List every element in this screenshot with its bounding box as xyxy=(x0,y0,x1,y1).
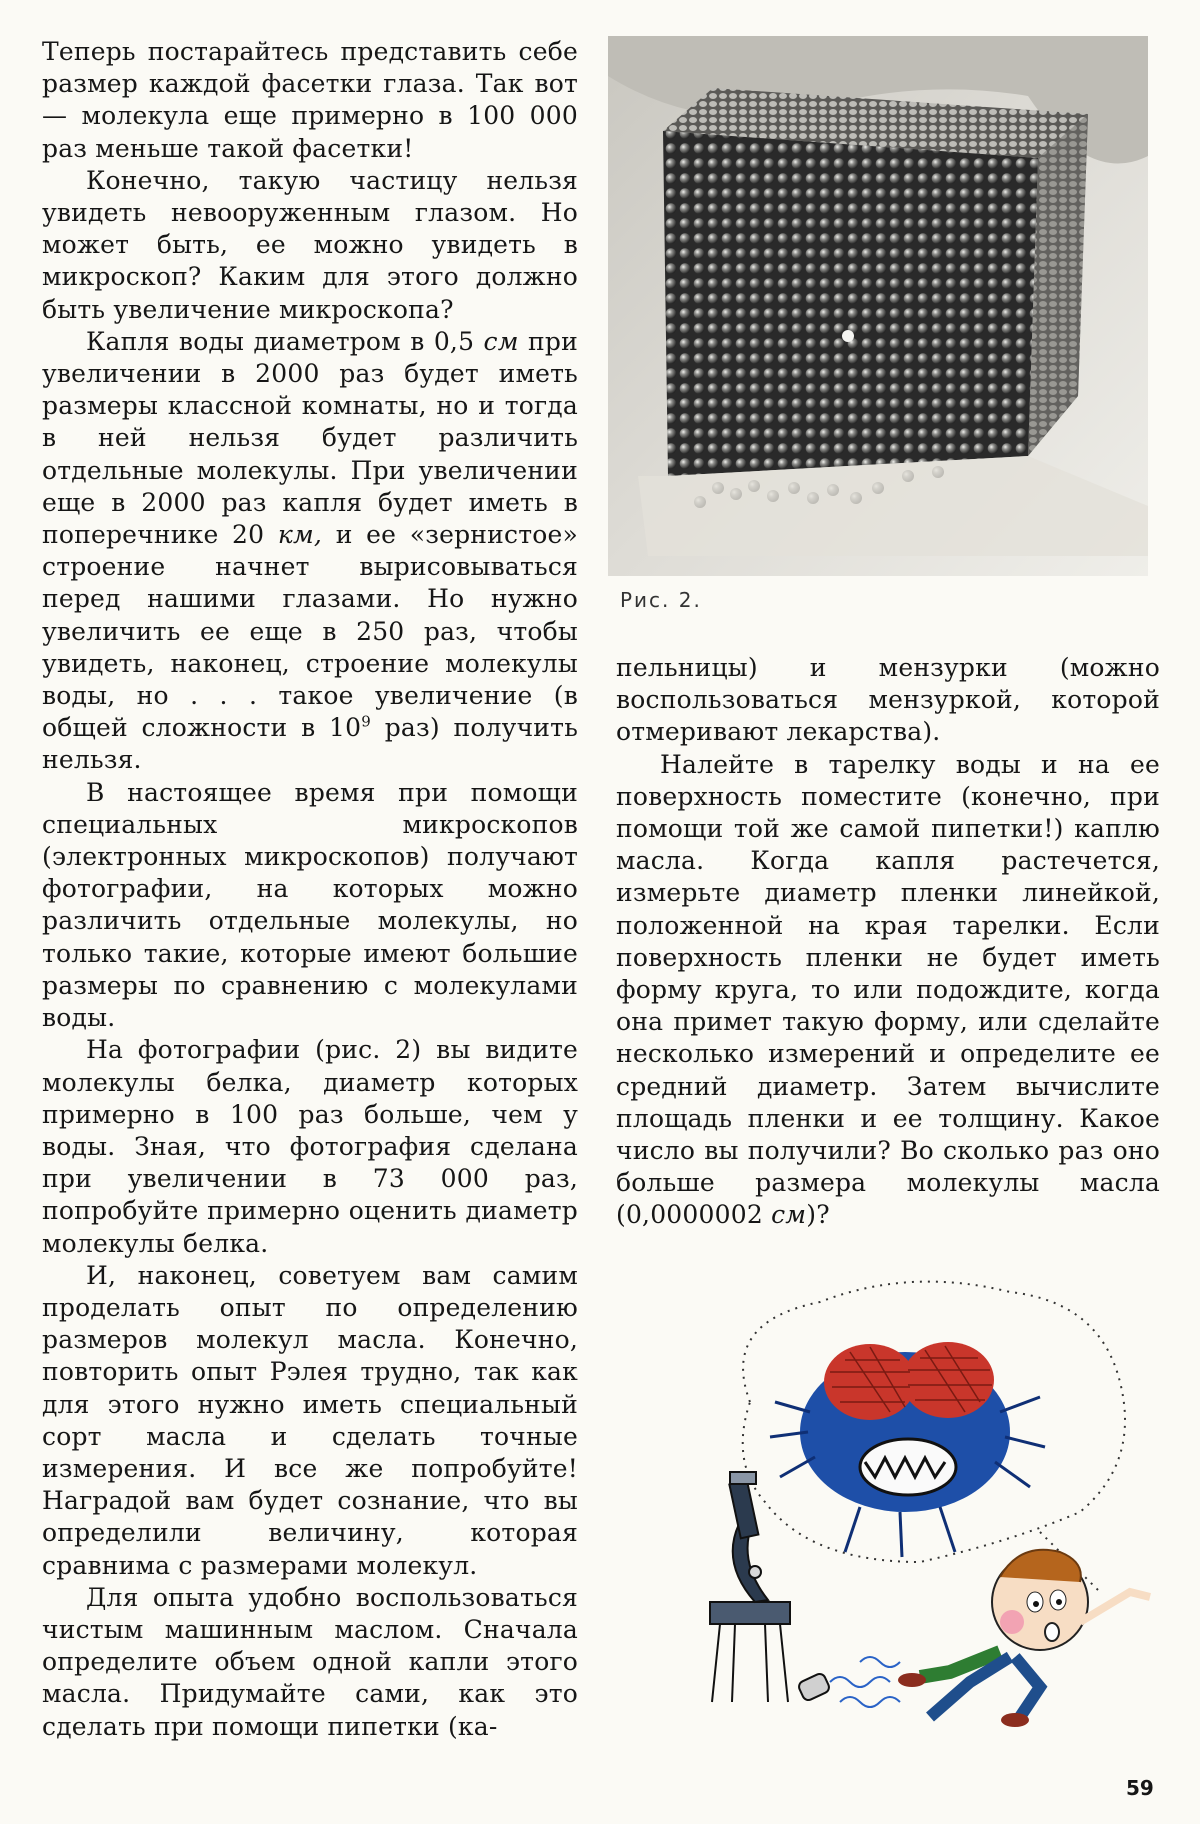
right-column xyxy=(616,652,1160,1232)
microscope xyxy=(710,1472,790,1702)
monster xyxy=(770,1342,1045,1557)
unit-km: км, xyxy=(277,520,323,550)
paragraph: пельницы) и мензурки (можно воспользоваться мензуркой, которой отмеривают лекарства). xyxy=(616,653,1160,747)
text-run: раз) получить нельзя. xyxy=(42,713,579,775)
text-run: при увеличении в 2000 раз будет иметь размеры классной комнаты, но и тогда в ней нельзя будет различить отдельные молекулы. При увеличении еще в 2000 раз капля будет иметь в поперечнике 20 xyxy=(42,326,578,550)
paragraph: На фотографии (рис. 2) вы видите молекулы белка, диаметр которых примерно в 100 раз больше, чем у воды. Зная, что фотография сделана при увеличении в 73 000 раз, попробуйте примерно оценить диаметр молекулы белка. xyxy=(42,1035,578,1258)
text-run: Капля воды диаметром в 0,5 xyxy=(86,326,475,356)
figure-2-caption: Рис. 2. xyxy=(620,588,702,612)
unit-cm: см xyxy=(483,326,519,356)
text-run: и ее «зернистое» строение начнет вырисовываться перед нашими глазами. Но нужно увеличить ее еще в 250 раз, чтобы увидеть, наконец, строение молекулы воды, но . . . такое увеличение (в общей сложности в 10 xyxy=(42,520,578,743)
boy xyxy=(898,1550,1150,1727)
unit-cm: см xyxy=(771,1200,807,1230)
motion-lines xyxy=(830,1657,900,1707)
cartoon-illustration xyxy=(680,1262,1180,1732)
paragraph: Теперь постарайтесь представить себе размер каждой фасетки глаза. Так вот — молекула еще примерно в 100 000 раз меньше такой фасетки! xyxy=(42,37,578,163)
paragraph: И, наконец, советуем вам самим проделать опыт по определению размеров молекул масла. Конечно, повторить опыт Рэлея трудно, так как для этого нужно иметь специальный сорт масла и сделать точные измерения. И все же попробуйте! Наградой вам будет сознание, что вы определили величину, которая сравнима с размерами молекул. xyxy=(42,1260,578,1580)
left-column xyxy=(42,36,578,1743)
paragraph xyxy=(616,749,1160,1232)
paragraph: В настоящее время при помощи специальных микроскопов (электронных микроскопов) получают фотографии, на которых можно различить отдельные молекулы, но только такие, которые имеют большие размеры по сравнению с молекулами воды. xyxy=(42,777,578,1033)
paragraph: Для опыта удобно воспользоваться чистым машинным маслом. Сначала определите объем одной капли этого масла. Придумайте сами, как это сделать при помощи пипетки (ка- xyxy=(42,1582,578,1741)
paragraph: Конечно, такую частицу нельзя увидеть невооруженным глазом. Но может быть, ее можно увидеть в микроскоп? Каким для этого должно быть увеличение микроскопа? xyxy=(42,165,578,324)
page-number: 59 xyxy=(1126,1776,1154,1800)
figure-2-photo xyxy=(608,36,1148,576)
text-run: Налейте в тарелку воды и на ее поверхность поместите (конечно, при помощи той же самой пипетки!) каплю масла. Когда капля растечется, измерьте диаметр пленки линейкой, положенной на края тарелки. Если поверхность пленки не будет иметь форму круга, то или подождите, когда она примет такую форму, или сделайте несколько измерений и определите ее средний диаметр. Затем вычислите площадь пленки и ее толщину. Какое число вы получили? Во сколько раз оно больше размера молекулы масла (0,0000002 xyxy=(616,749,1160,1230)
protein-molecules-image xyxy=(608,36,1148,576)
paragraph xyxy=(42,326,578,777)
text-run: )? xyxy=(806,1200,830,1230)
cartoon-image xyxy=(680,1262,1180,1732)
exponent: 9 xyxy=(361,712,372,731)
